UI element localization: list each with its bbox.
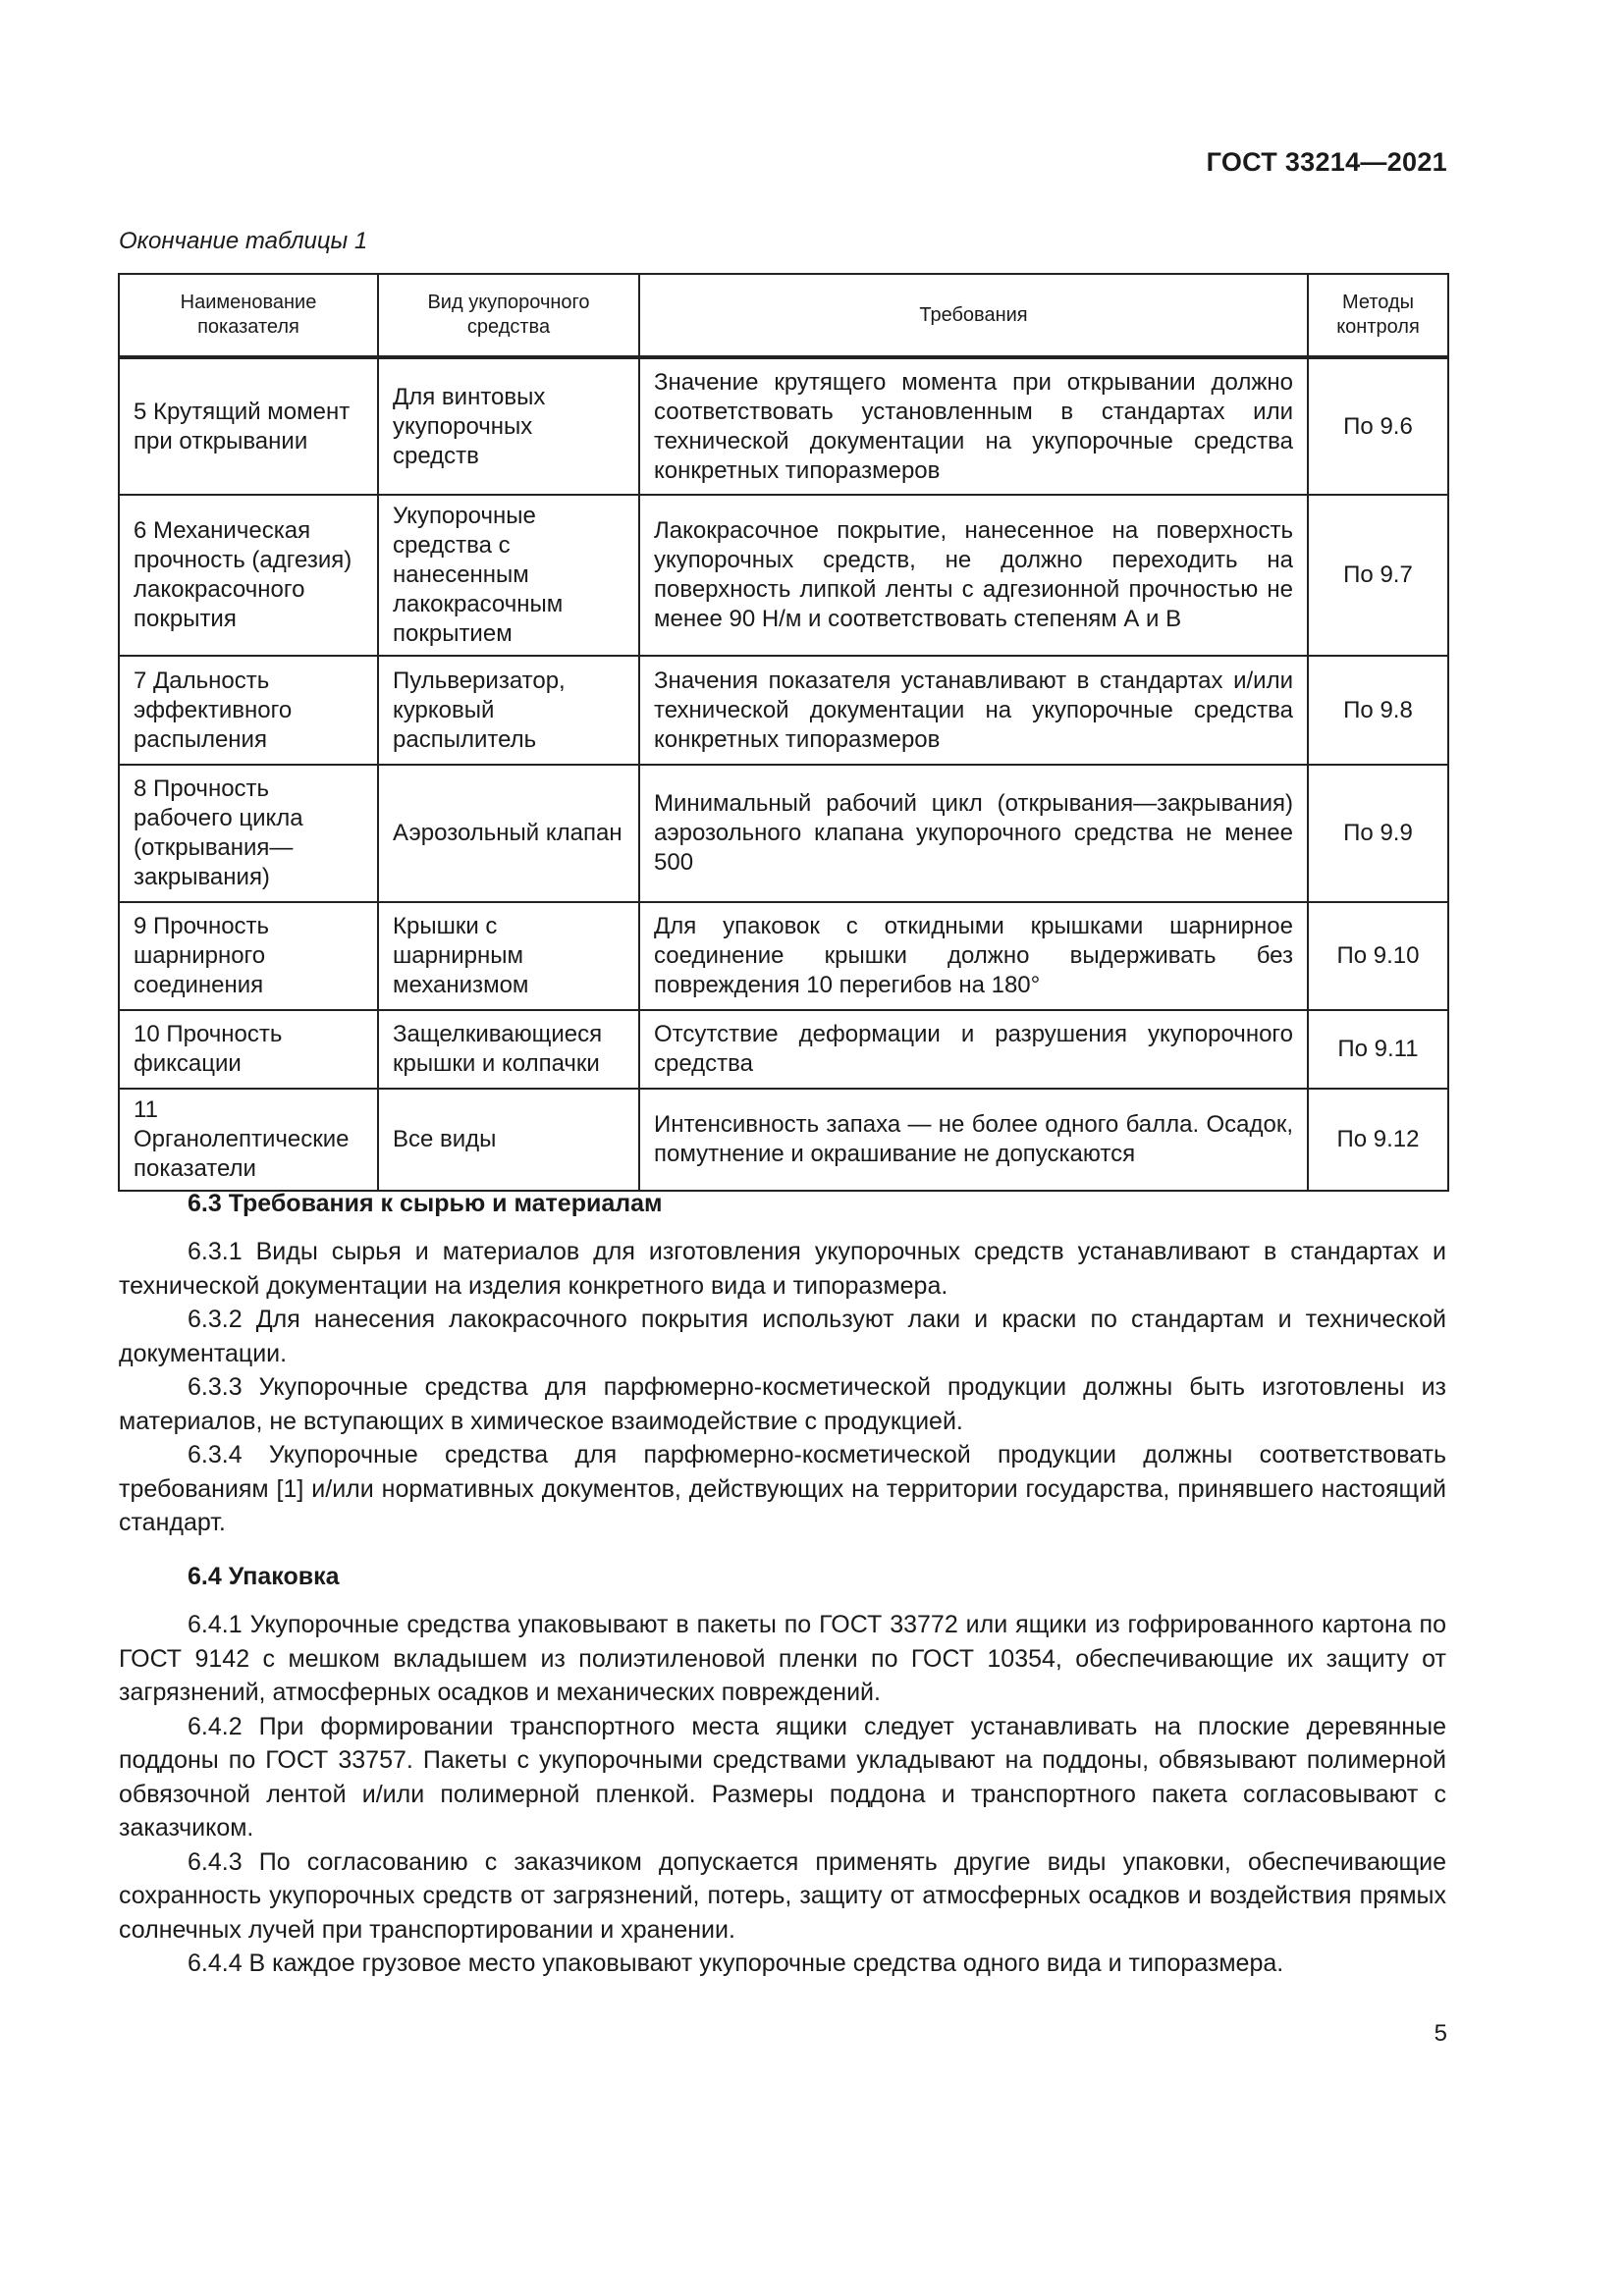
cell-requirement: Отсутствие деформации и разрушения укупорочного средства (639, 1010, 1308, 1089)
cell-method: По 9.6 (1308, 357, 1448, 495)
section-6-3-body (119, 1235, 1446, 1540)
cell-closure-type: Пульверизатор, курковый распылитель (378, 656, 639, 765)
cell-requirement: Лакокрасочное покрытие, нанесенное на поверхность укупорочных средств, не должно переходить на поверхность липкой ленты с адгезионной прочностью не менее 90 Н/м и соответствовать степеням А и В (639, 495, 1308, 656)
table-header-row (119, 274, 1448, 357)
cell-method: По 9.8 (1308, 656, 1448, 765)
table-row (119, 765, 1448, 902)
cell-indicator: 8 Прочность рабочего цикла (открывания—закрывания) (119, 765, 378, 902)
cell-indicator: 6 Механическая прочность (адгезия) лакокрасочного покрытия (119, 495, 378, 656)
cell-indicator: 7 Дальность эффективного распыления (119, 656, 378, 765)
cell-method: По 9.12 (1308, 1089, 1448, 1191)
cell-indicator: 10 Прочность фиксации (119, 1010, 378, 1089)
page-number: 5 (1434, 2020, 1447, 2047)
table-row (119, 1010, 1448, 1089)
table-row (119, 656, 1448, 765)
paragraph: 6.3.1 Виды сырья и материалов для изготовления укупорочных средств устанавливают в стандартах и технической документации на изделия конкретного вида и типоразмера. (119, 1238, 1446, 1300)
cell-method: По 9.11 (1308, 1010, 1448, 1089)
paragraph: 6.4.2 При формировании транспортного места ящики следует устанавливать на плоские деревянные поддоны по ГОСТ 33757. Пакеты с укупорочными средствами укладывают на поддоны, обвязывают полимерной обвязочной лентой и/или полимерной пленкой. Размеры поддона и транспортного пакета согласовывают с заказчиком. (119, 1712, 1446, 1842)
paragraph: 6.4.1 Укупорочные средства упаковывают в пакеты по ГОСТ 33772 или ящики из гофрированного картона по ГОСТ 9142 с мешком вкладышем из полиэтиленовой пленки по ГОСТ 10354, обеспечивающие их защиту от загрязнений, атмосферных осадков и механических повреждений. (119, 1611, 1446, 1706)
cell-requirement: Значение крутящего момента при открывании должно соответствовать установленным в стандартах или технической документации на укупорочные средства конкретных типоразмеров (639, 357, 1308, 495)
document-code: ГОСТ 33214—2021 (1206, 147, 1447, 177)
table-row (119, 357, 1448, 495)
table-row (119, 495, 1448, 656)
table-row (119, 902, 1448, 1010)
cell-closure-type: Укупорочные средства с нанесенным лакокрасочным покрытием (378, 495, 639, 656)
column-header-methods: Методы контроля (1308, 274, 1448, 357)
cell-indicator: 9 Прочность шарнирного соединения (119, 902, 378, 1010)
cell-method: По 9.7 (1308, 495, 1448, 656)
paragraph: 6.3.2 Для нанесения лакокрасочного покрытия используют лаки и краски по стандартам и технической документации. (119, 1306, 1446, 1367)
column-header-requirements: Требования (639, 274, 1308, 357)
cell-indicator: 5 Крутящий момент при открывании (119, 357, 378, 495)
cell-requirement: Для упаковок с откидными крышками шарнирное соединение крышки должно выдерживать без повреждения 10 перегибов на 180° (639, 902, 1308, 1010)
cell-requirement: Минимальный рабочий цикл (открывания—закрывания) аэрозольного клапана укупорочного средства не менее 500 (639, 765, 1308, 902)
cell-requirement: Значения показателя устанавливают в стандартах и/или технической документации на укупорочные средства конкретных типоразмеров (639, 656, 1308, 765)
cell-closure-type: Крышки с шарнирным механизмом (378, 902, 639, 1010)
paragraph: 6.3.4 Укупорочные средства для парфюмерно-косметической продукции должны соответствовать требованиям [1] и/или нормативных документов, действующих на территории государства, принявшего настоящий стандарт. (119, 1441, 1446, 1536)
table-caption: Окончание таблицы 1 (119, 228, 368, 254)
cell-closure-type: Аэрозольный клапан (378, 765, 639, 902)
cell-method: По 9.9 (1308, 765, 1448, 902)
requirements-table (118, 273, 1449, 1192)
section-6-4-body (119, 1608, 1446, 1981)
section-heading-6-3: 6.3 Требования к сырью и материалам (188, 1190, 663, 1217)
cell-indicator: 11 Органолептические показатели (119, 1089, 378, 1191)
cell-requirement: Интенсивность запаха — не более одного балла. Осадок, помутнение и окрашивание не допускаются (639, 1089, 1308, 1191)
cell-closure-type: Все виды (378, 1089, 639, 1191)
cell-method: По 9.10 (1308, 902, 1448, 1010)
cell-closure-type: Для винтовых укупорочных средств (378, 357, 639, 495)
paragraph: 6.4.3 По согласованию с заказчиком допускается применять другие виды упаковки, обеспечивающие сохранность укупорочных средств от загрязнений, потерь, защиту от атмосферных осадков и воздействия прямых солнечных лучей при транспортировании и хранении. (119, 1847, 1446, 1944)
paragraph: 6.4.4 В каждое грузовое место упаковывают укупорочные средства одного вида и типоразмера. (188, 1949, 1284, 1977)
table-row (119, 1089, 1448, 1191)
column-header-name: Наименование показателя (119, 274, 378, 357)
cell-closure-type: Защелкивающиеся крышки и колпачки (378, 1010, 639, 1089)
column-header-type: Вид укупорочного средства (378, 274, 639, 357)
section-heading-6-4: 6.4 Упаковка (188, 1563, 340, 1590)
paragraph: 6.3.3 Укупорочные средства для парфюмерно-косметической продукции должны быть изготовлены из материалов, не вступающих в химическое взаимодействие с продукцией. (119, 1373, 1446, 1435)
